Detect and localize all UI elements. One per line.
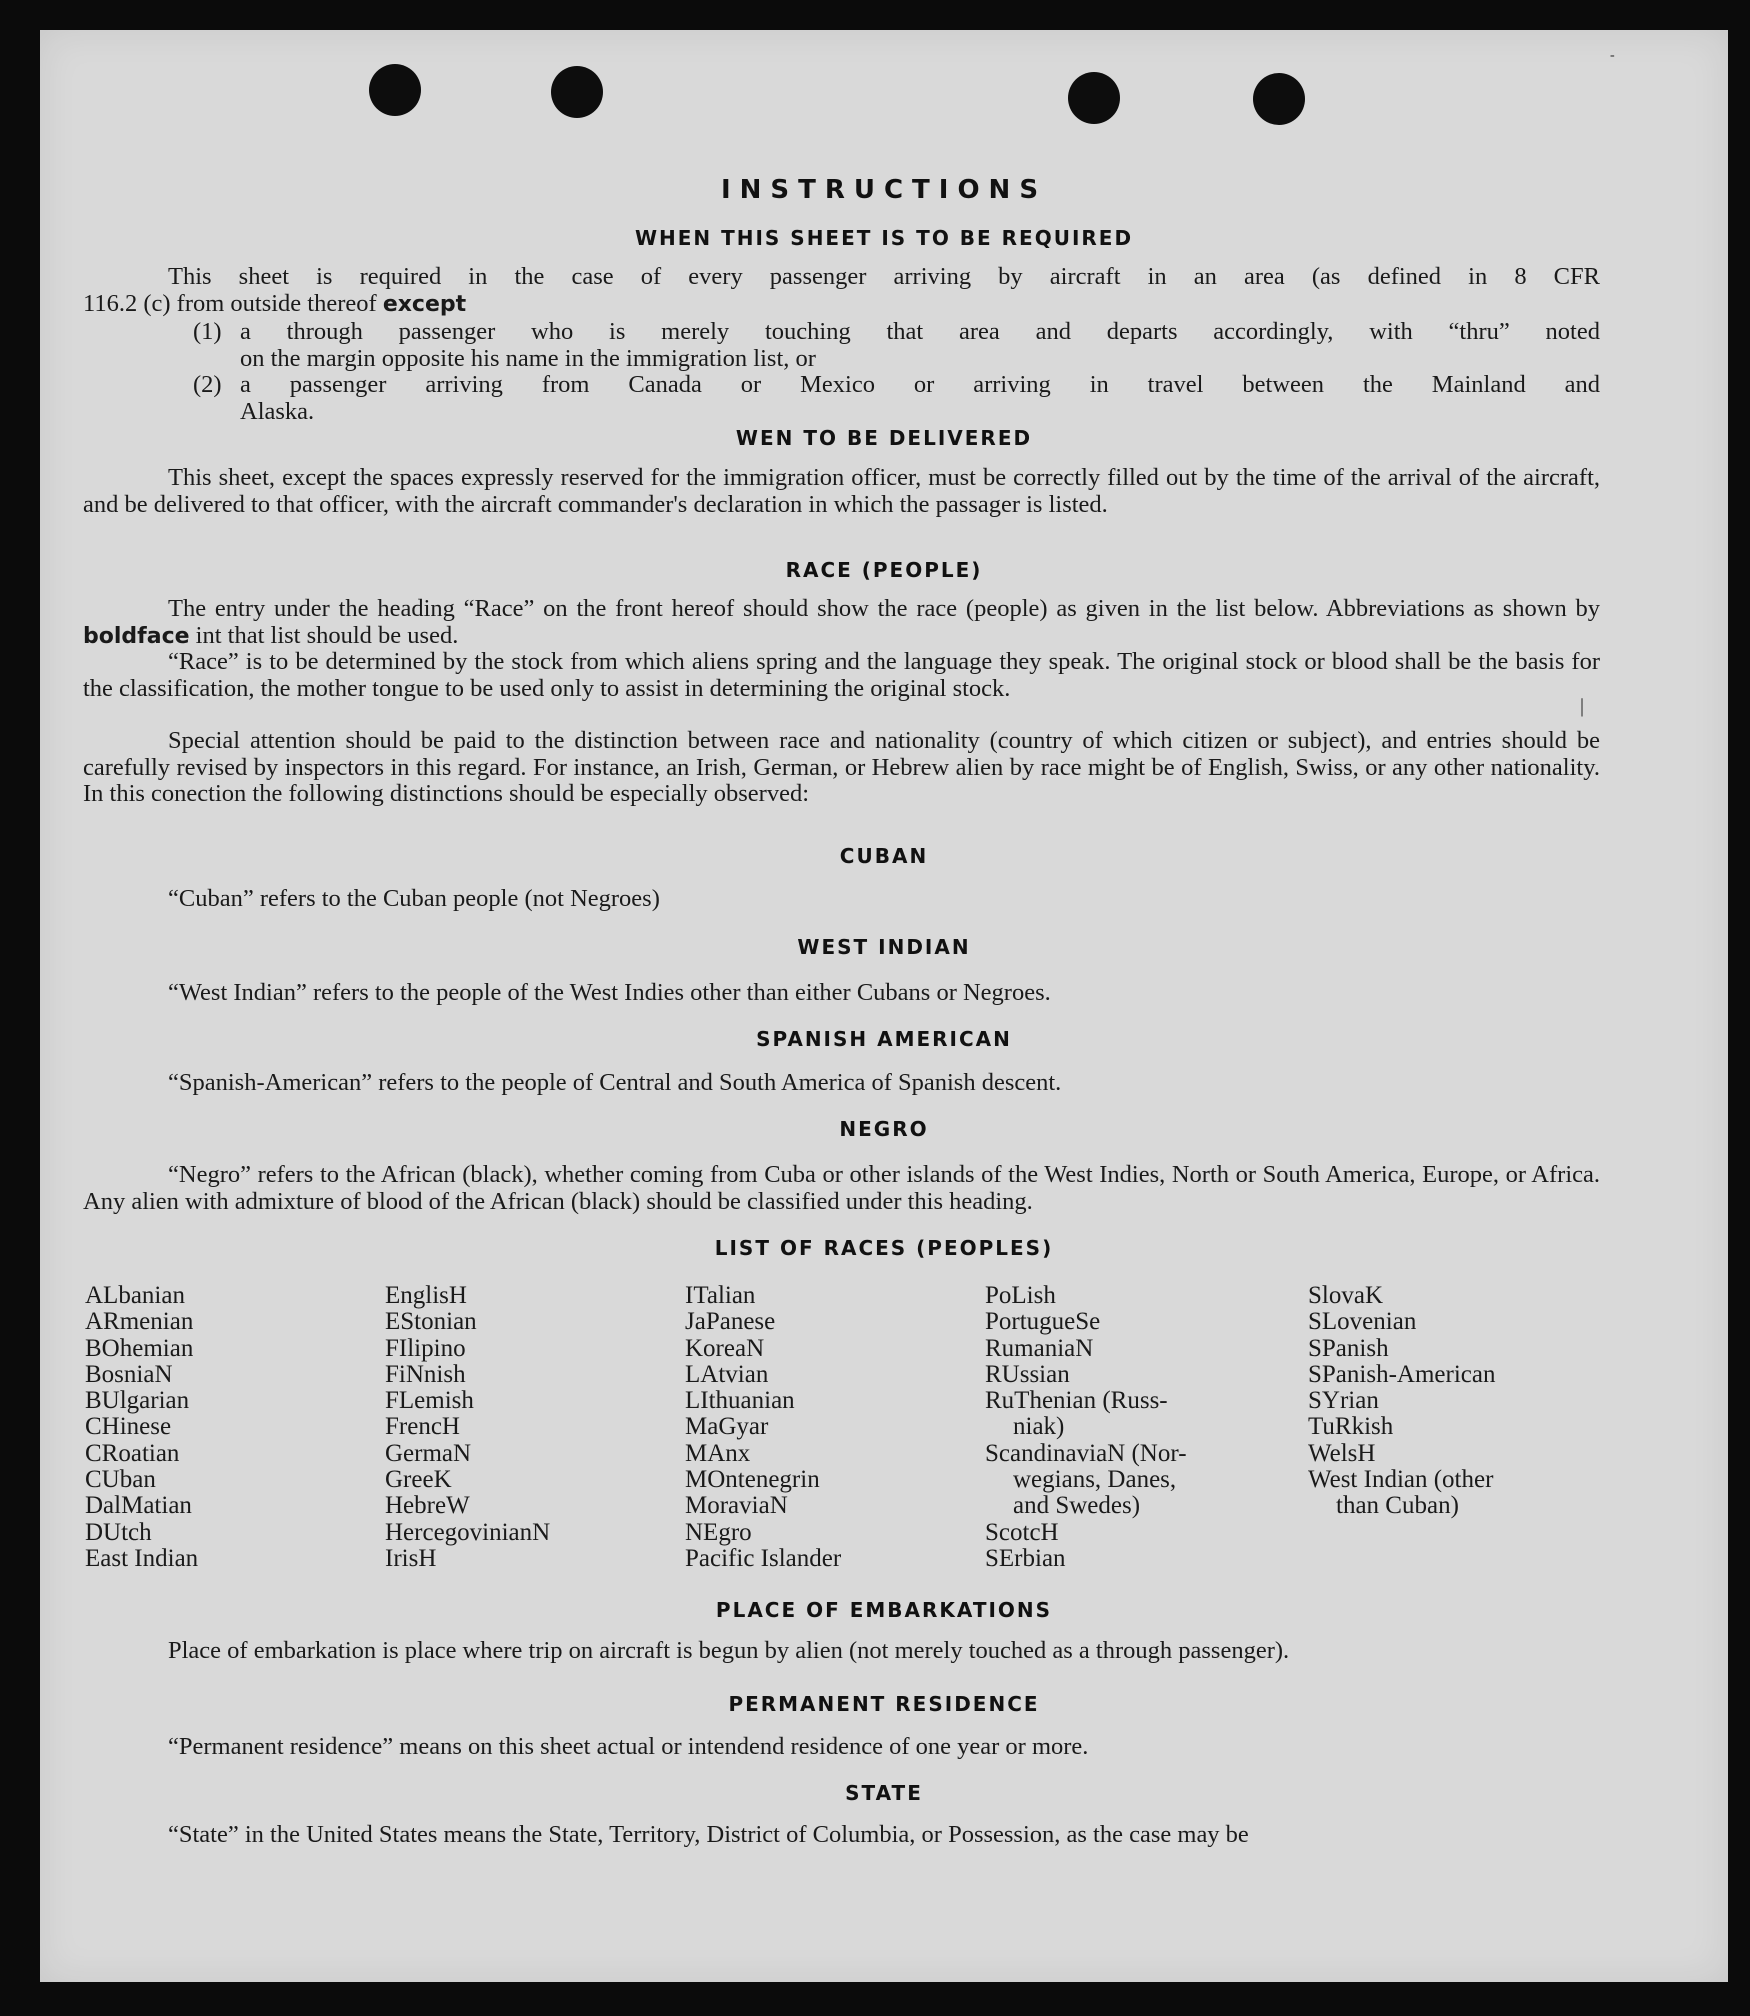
paragraph-spanish-american: “Spanish-American” refers to the people of Central and South America of Spanish descent. bbox=[168, 1069, 1062, 1096]
boldface-keyword: boldface bbox=[83, 623, 190, 649]
race-list-item: BOhemian bbox=[85, 1334, 194, 1362]
race-list-item: West Indian (other bbox=[1308, 1466, 1494, 1494]
paragraph-west-indian: “West Indian” refers to the people of the West Indies other than either Cubans or Negroes. bbox=[168, 979, 1051, 1006]
ink-mark: | bbox=[1580, 695, 1585, 717]
race-list-item: CHinese bbox=[85, 1413, 172, 1441]
race-list-item: RumaniaN bbox=[985, 1334, 1094, 1362]
exception-line: Alaska. bbox=[240, 397, 315, 425]
paragraph-negro: “Negro” refers to the African (black), whether coming from Cuba or other islands of the West Indies, North or South America, Europe, or Africa. Any alien with admixture of blood of the African (black) should be classified under this heading. bbox=[83, 1161, 1600, 1215]
race-list-item: SYrian bbox=[1308, 1387, 1379, 1415]
race-list-item: BUlgarian bbox=[85, 1387, 190, 1415]
section-heading-west-indian: WEST INDIAN bbox=[797, 935, 971, 959]
race-list-item: ScotcH bbox=[985, 1518, 1059, 1546]
section-heading-when-delivered: WEN TO BE DELIVERED bbox=[735, 426, 1033, 450]
section-heading-residence: PERMANENT RESIDENCE bbox=[728, 1692, 1040, 1716]
page-title: INSTRUCTIONS bbox=[720, 175, 1048, 205]
except-keyword: except bbox=[382, 292, 467, 317]
paragraph-state: “State” in the United States means the State, Territory, District of Columbia, or Possession, as the case may be bbox=[168, 1821, 1249, 1848]
paragraph-delivery: This sheet, except the spaces expressly reserved for the immigration officer, must be correctly filled out by the time of the arrival of the aircraft, and be delivered to that officer, with the aircraft commander's declaration in which the passager is listed. bbox=[83, 464, 1600, 518]
paragraph-race-entry bbox=[83, 596, 1600, 650]
race-list-item: MaGyar bbox=[685, 1413, 769, 1441]
document-page bbox=[40, 30, 1728, 1982]
section-heading-cuban: CUBAN bbox=[839, 844, 929, 868]
punch-hole bbox=[369, 64, 421, 116]
race-list-item: PortugueSe bbox=[985, 1308, 1101, 1336]
paragraph-residence: “Permanent residence” means on this sheet actual or intendend residence of one year or more. bbox=[168, 1733, 1089, 1760]
race-list-item: ScandinaviaN (Nor- bbox=[985, 1439, 1187, 1467]
punch-hole bbox=[551, 66, 603, 118]
race-list-item: LIthuanian bbox=[685, 1387, 795, 1415]
race-list-item: GermaN bbox=[385, 1439, 472, 1467]
race-list-item: SErbian bbox=[985, 1544, 1066, 1572]
race-list-item: BosniaN bbox=[85, 1360, 173, 1388]
race-list-item: CUban bbox=[85, 1466, 156, 1494]
section-heading-state: STATE bbox=[845, 1781, 923, 1805]
race-list-item: SlovaK bbox=[1308, 1282, 1383, 1309]
section-heading-race: RACE (PEOPLE) bbox=[785, 558, 983, 582]
exception-line: a through passenger who is merely touching that area and departs accordingly, with “thru” noted bbox=[240, 318, 1600, 345]
race-list-item: HebreW bbox=[385, 1492, 470, 1520]
race-list-item: FrencH bbox=[385, 1413, 460, 1441]
race-list-item: HercegovinianN bbox=[385, 1518, 551, 1546]
race-list-item: MoraviaN bbox=[685, 1492, 788, 1520]
paragraph-intro-cont bbox=[83, 291, 1600, 319]
race-list-item: JaPanese bbox=[685, 1308, 776, 1336]
race-list-item: than Cuban) bbox=[1336, 1492, 1459, 1520]
race-list-item: SPanish bbox=[1308, 1334, 1389, 1362]
race-list-item: RuThenian (Russ- bbox=[985, 1387, 1168, 1415]
exception-line: on the margin opposite his name in the immigration list, or bbox=[240, 344, 816, 372]
section-heading-list-of-races: LIST OF RACES (PEOPLES) bbox=[714, 1236, 1054, 1260]
race-list-item: MAnx bbox=[685, 1439, 751, 1467]
paragraph-intro-line: This sheet is required in the case of every passenger arriving by aircraft in an area (as defined in 8 CFR bbox=[168, 263, 1600, 290]
races-column-2 bbox=[385, 1283, 550, 1572]
races-column-4 bbox=[985, 1283, 1187, 1572]
race-list-item: NEgro bbox=[685, 1518, 752, 1546]
exception-number: (1) bbox=[193, 318, 222, 345]
race-list-item: ALbanian bbox=[85, 1282, 185, 1309]
race-entry-text: int that list should be used. bbox=[195, 621, 459, 649]
race-list-item: FLemish bbox=[385, 1387, 474, 1415]
races-column-3 bbox=[685, 1283, 841, 1572]
section-heading-spanish-american: SPANISH AMERICAN bbox=[756, 1027, 1012, 1051]
race-list-item: and Swedes) bbox=[1013, 1492, 1141, 1520]
race-list-item: IrisH bbox=[385, 1544, 437, 1572]
race-list-item: EnglisH bbox=[385, 1282, 467, 1309]
exception-item bbox=[193, 372, 1600, 425]
races-column-5 bbox=[1308, 1283, 1495, 1520]
race-list-item: niak) bbox=[1013, 1413, 1065, 1441]
race-list-item: Pacific Islander bbox=[685, 1544, 842, 1572]
section-heading-when-required: WHEN THIS SHEET IS TO BE REQUIRED bbox=[634, 226, 1134, 250]
race-list-item: MOntenegrin bbox=[685, 1466, 820, 1494]
race-list-item: wegians, Danes, bbox=[1013, 1466, 1177, 1494]
race-list-item: RUssian bbox=[985, 1360, 1070, 1388]
paragraph-cuban: “Cuban” refers to the Cuban people (not Negroes) bbox=[168, 885, 660, 912]
race-list-item: TuRkish bbox=[1308, 1413, 1394, 1441]
race-list-item: GreeK bbox=[385, 1466, 452, 1494]
race-list-item: East Indian bbox=[85, 1544, 199, 1572]
race-list-item: EStonian bbox=[385, 1308, 477, 1336]
exception-line: a passenger arriving from Canada or Mexico or arriving in travel between the Mainland and bbox=[240, 371, 1600, 398]
paragraph-embarkation: Place of embarkation is place where trip on aircraft is begun by alien (not merely touched as a through passenger). bbox=[168, 1637, 1290, 1664]
race-list-item: ARmenian bbox=[85, 1308, 194, 1336]
paragraph-race-definition: “Race” is to be determined by the stock from which aliens spring and the language they speak. The original stock or blood shall be the basis for the classification, the mother tongue to be used only to assist in determining the original stock. bbox=[83, 648, 1600, 702]
race-list-item: KoreaN bbox=[685, 1334, 765, 1362]
race-list-item: CRoatian bbox=[85, 1439, 180, 1467]
race-list-item: WelsH bbox=[1308, 1439, 1376, 1467]
ink-mark: ‐ bbox=[1610, 48, 1615, 63]
exception-item bbox=[193, 319, 1600, 372]
race-list-item: ITalian bbox=[685, 1282, 756, 1309]
punch-hole bbox=[1068, 72, 1120, 124]
section-heading-negro: NEGRO bbox=[839, 1117, 929, 1141]
races-column-1 bbox=[85, 1283, 198, 1572]
race-list-item: DUtch bbox=[85, 1518, 152, 1546]
race-list-item: FIlipino bbox=[385, 1334, 466, 1362]
race-list-item: PoLish bbox=[985, 1282, 1056, 1309]
race-list-item: LAtvian bbox=[685, 1360, 769, 1388]
race-list-item: SLovenian bbox=[1308, 1308, 1417, 1336]
intro-text: 116.2 (c) from outside thereof bbox=[83, 290, 377, 317]
race-list-item: DalMatian bbox=[85, 1492, 192, 1520]
race-list-item: SPanish-American bbox=[1308, 1360, 1496, 1388]
section-heading-embarkation: PLACE OF EMBARKATIONS bbox=[715, 1598, 1053, 1622]
race-list-item: FiNnish bbox=[385, 1360, 466, 1388]
punch-hole bbox=[1253, 73, 1305, 125]
race-entry-text: The entry under the heading “Race” on the front hereof should show the race (people) as given in the list below. Abbreviations as shown by bbox=[168, 595, 1600, 622]
paragraph-race-nationality: Special attention should be paid to the distinction between race and nationality (country of which citizen or subject), and entries should be carefully revised by inspectors in this regard. For instance, an Irish, German, or Hebrew alien by race might be of English, Swiss, or any other nationality. In this conection the following distinctions should be especially observed: bbox=[83, 727, 1600, 807]
exception-number: (2) bbox=[193, 371, 222, 398]
